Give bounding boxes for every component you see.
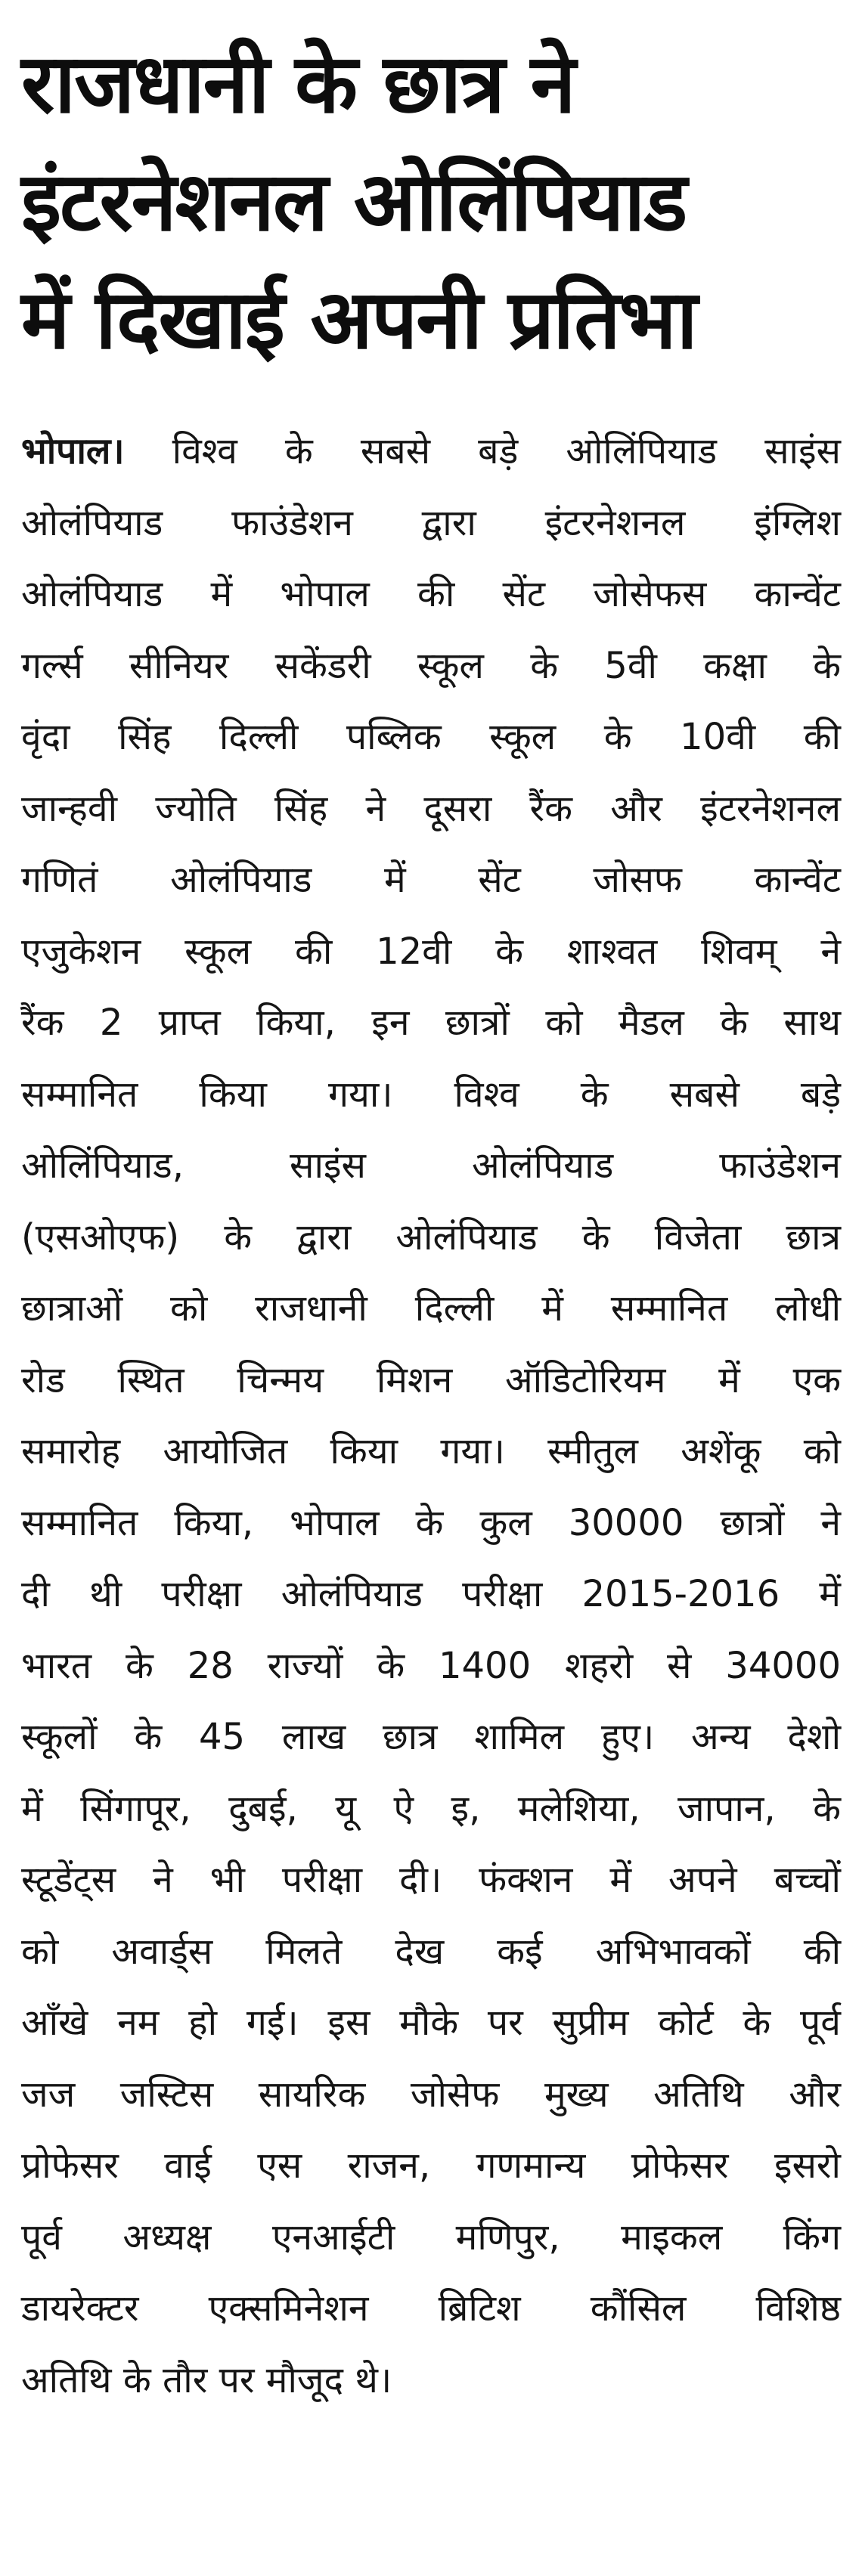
body-line: जान्हवी ज्योति सिंह ने दूसरा रैंक और इंटरनेशनल (21, 787, 841, 830)
headline-line: राजधानी के छात्र ने (21, 37, 575, 132)
body-line: ओलिंपियाड, साइंस ओलंपियाड फाउंडेशन (21, 1144, 841, 1187)
body-line: स्कूलों के 45 लाख छात्र शामिल हुए। अन्य देशो (21, 1716, 841, 1758)
headline-line: इंटरनेशनल ओलिंपियाड (21, 155, 687, 249)
body-line: सम्मानित किया, भोपाल के कुल 30000 छात्रों ने (21, 1501, 841, 1544)
body-line-text: विश्व के सबसे बड़े ओलिंपियाड साइंस (124, 430, 841, 472)
body-line: प्रोफेसर वाई एस राजन, गणमान्य प्रोफेसर इसरो (21, 2144, 841, 2187)
dateline: भोपाल। (21, 430, 125, 472)
article-body (21, 416, 841, 2416)
headline (21, 26, 841, 379)
body-line: आँखे नम हो गई। इस मौके पर सुप्रीम कोर्ट के पूर्व (21, 2002, 841, 2044)
body-line: गणितं ओलंपियाड में सेंट जोसफ कान्वेंट (21, 859, 841, 901)
body-line: समारोह आयोजित किया गया। स्मीतुल अशेंकू को (21, 1430, 841, 1472)
body-line: अतिथि के तौर पर मौजूद थे। (21, 2358, 392, 2401)
body-line: में सिंगापूर, दुबई, यू ऐ इ, मलेशिया, जापान, के (21, 1787, 841, 1830)
body-line: ओलंपियाड फाउंडेशन द्वारा इंटरनेशनल इंग्लिश (21, 501, 841, 544)
body-line: गर्ल्स सीनियर सकेंडरी स्कूल के 5वी कक्षा के (21, 644, 841, 687)
body-line: दी थी परीक्षा ओलंपियाड परीक्षा 2015-2016 में (21, 1573, 841, 1615)
body-line: स्टूडेंट्स ने भी परीक्षा दी। फंक्शन में अपने बच्चों (21, 1859, 841, 1901)
body-line (21, 416, 841, 488)
body-line: वृंदा सिंह दिल्ली पब्लिक स्कूल के 10वी की (21, 716, 841, 758)
body-line: एजुकेशन स्कूल की 12वी के शाश्वत शिवम् ने (21, 930, 841, 973)
body-line: भारत के 28 राज्यों के 1400 शहरो से 34000 (21, 1644, 841, 1687)
body-line: डायरेक्टर एक्समिनेशन ब्रिटिश कौंसिल विशिष्ठ (21, 2287, 841, 2330)
body-line: ओलंपियाड में भोपाल की सेंट जोसेफस कान्वेंट (21, 573, 841, 615)
body-line: पूर्व अध्यक्ष एनआईटी मणिपुर, माइकल किंग (21, 2215, 841, 2259)
headline-line: में दिखाई अपनी प्रतिभा (21, 273, 696, 367)
body-line: (एसओएफ) के द्वारा ओलंपियाड के विजेता छात्र (21, 1215, 841, 1259)
news-article (21, 26, 841, 2416)
body-line: रैंक 2 प्राप्त किया, इन छात्रों को मैडल के साथ (21, 1002, 841, 1044)
body-line: छात्राओं को राजधानी दिल्ली में सम्मानित लोधी (21, 1287, 841, 1330)
body-line: सम्मानित किया गया। विश्व के सबसे बड़े (21, 1073, 841, 1116)
body-line: जज जस्टिस सायरिक जोसेफ मुख्य अतिथि और (21, 2073, 841, 2116)
body-line: रोड स्थित चिन्मय मिशन ऑडिटोरियम में एक (21, 1358, 841, 1401)
body-line: को अवार्ड्स मिलते देख कई अभिभावकों की (21, 1930, 841, 1973)
